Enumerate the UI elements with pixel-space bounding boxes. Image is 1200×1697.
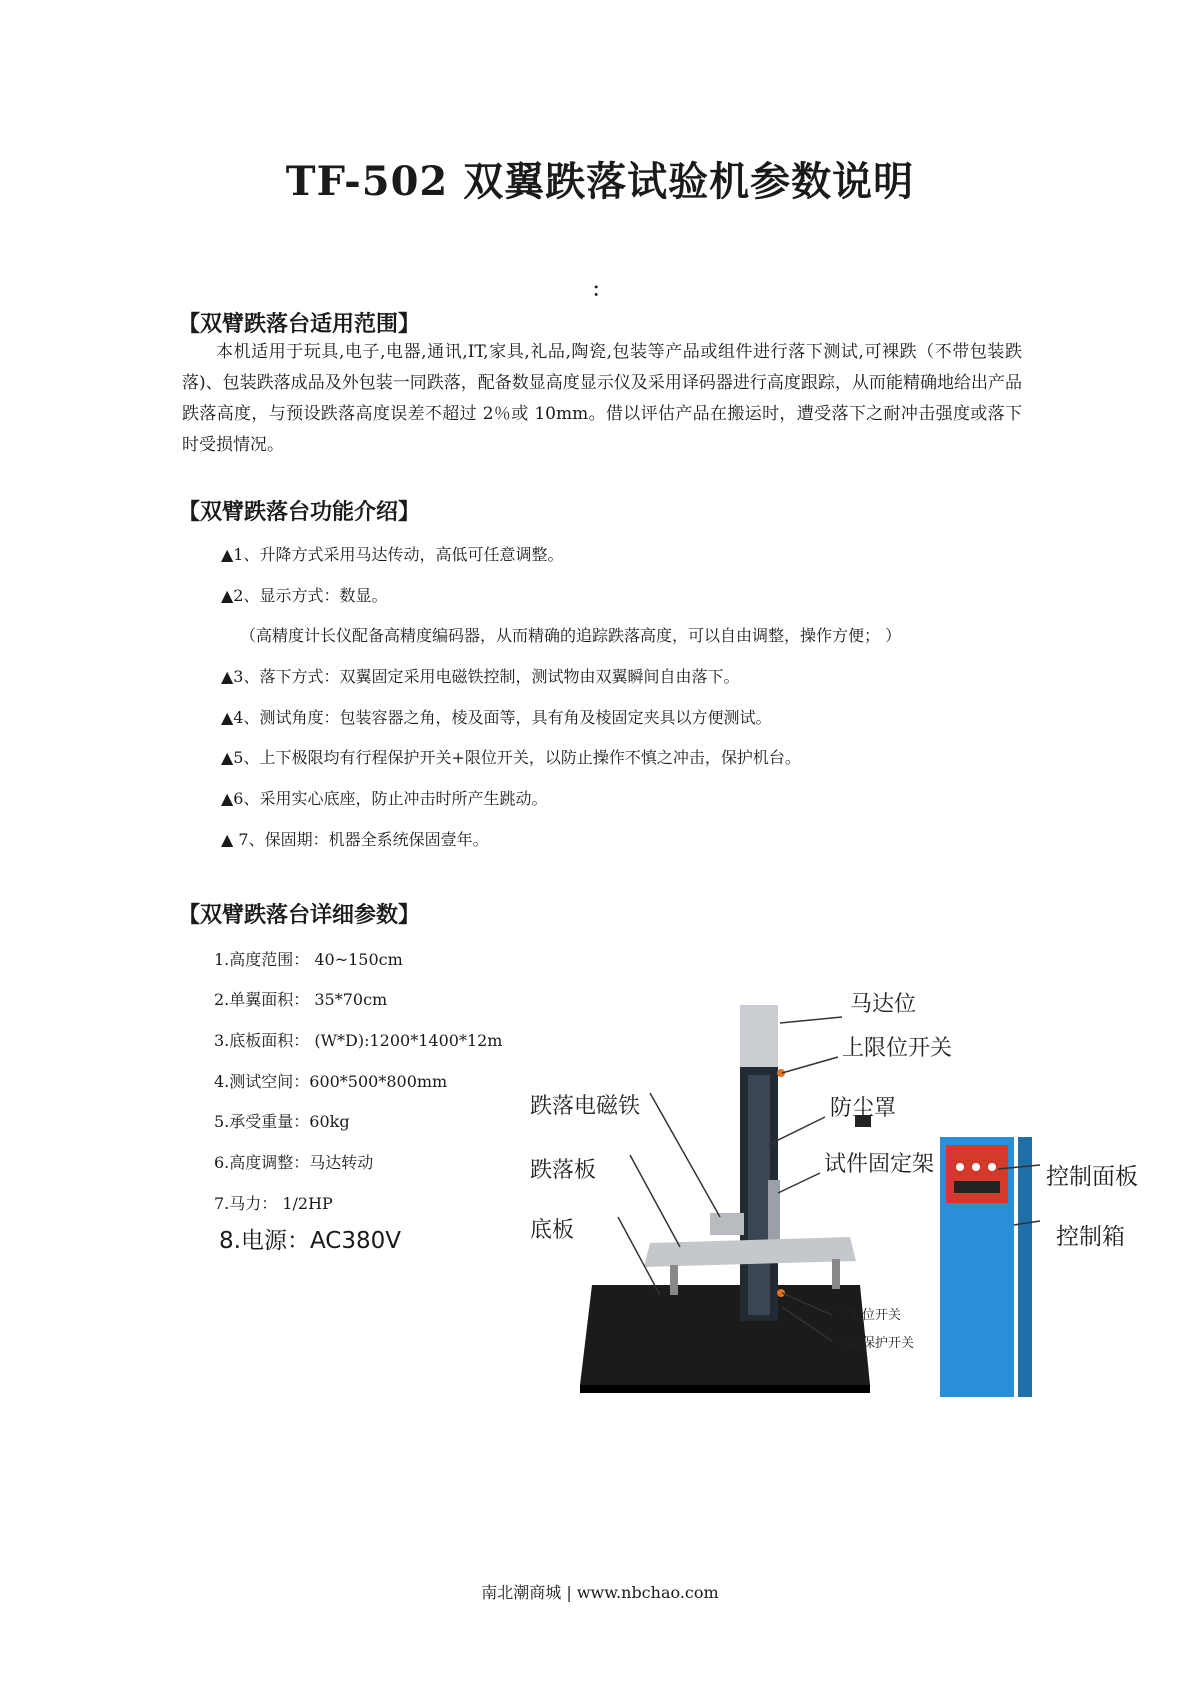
page-footer: 南北潮商城 | www.nbchao.com [481, 1583, 719, 1602]
param-power-supply: 8.电源：AC380V [219, 1228, 401, 1254]
feature-note: （高精度计长仪配备高精度编码器，从而精确的追踪跌落高度，可以自由调整，操作方便； ） [240, 626, 902, 645]
feature-item-4: ▲4、测试角度：包装容器之角，棱及面等，具有角及棱固定夹具以方便测试。 [221, 708, 772, 727]
drop-magnet [710, 1213, 744, 1235]
wing-support-left [670, 1265, 678, 1295]
feature-item-5: ▲5、上下极限均有行程保护开关+限位开关，以防止操作不慎之冲击，保护机台。 [221, 748, 801, 767]
label-motor: 马达位 [850, 992, 917, 1017]
label-base: 底板 [530, 1218, 575, 1243]
drop-wing [644, 1237, 856, 1267]
fixture-bar [768, 1180, 780, 1240]
param-height-adjust: 6.高度调整：马达转动 [214, 1153, 374, 1172]
base-plate [580, 1285, 870, 1385]
panel-display [954, 1181, 1000, 1193]
feature-item-2: ▲2、显示方式：数显。 [221, 586, 388, 605]
label-lower-protect: 下限保护开关 [836, 1336, 915, 1351]
motor-housing [740, 1005, 778, 1067]
feature-item-6: ▲6、采用实心底座，防止冲击时所产生跳动。 [221, 789, 548, 808]
label-drop-plate: 跌落板 [530, 1158, 597, 1183]
param-height-range: 1.高度范围： 40~150cm [214, 950, 403, 969]
panel-button [972, 1163, 980, 1171]
features-heading: 【双臂跌落台功能介绍】 [178, 499, 421, 525]
label-lower-limit: 下限位开关 [836, 1308, 902, 1323]
label-control-box: 控制箱 [1056, 1224, 1125, 1250]
stray-colon: ： [592, 280, 610, 301]
page-title: TF-502 双翼跌落试验机参数说明 [285, 158, 915, 205]
param-wing-area: 2.单翼面积： 35*70cm [214, 990, 388, 1009]
panel-button [956, 1163, 964, 1171]
label-upper-limit: 上限位开关 [842, 1036, 953, 1061]
param-test-space: 4.测试空间：600*500*800mm [214, 1072, 448, 1091]
machine-photo [520, 985, 1050, 1415]
params-heading: 【双臂跌落台详细参数】 [178, 902, 421, 928]
param-load-weight: 5.承受重量：60kg [214, 1112, 350, 1131]
base-edge [580, 1385, 870, 1393]
control-panel [946, 1145, 1008, 1203]
label-fixture: 试件固定架 [824, 1152, 935, 1177]
param-horsepower: 7.马力： 1/2HP [214, 1194, 333, 1213]
dust-cover [748, 1075, 770, 1315]
feature-item-3: ▲3、落下方式：双翼固定采用电磁铁控制，测试物由双翼瞬间自由落下。 [221, 667, 740, 686]
param-base-area: 3.底板面积： (W*D):1200*1400*12m [214, 1031, 503, 1050]
feature-item-1: ▲1、升降方式采用马达传动，高低可任意调整。 [221, 545, 564, 564]
feature-item-7: ▲ 7、保固期：机器全系统保固壹年。 [221, 830, 489, 849]
label-magnet: 跌落电磁铁 [530, 1094, 641, 1119]
control-box-side [1018, 1137, 1032, 1397]
panel-button [988, 1163, 996, 1171]
label-control-panel: 控制面板 [1046, 1164, 1138, 1190]
scope-heading: 【双臂跌落台适用范围】 [178, 311, 421, 337]
wing-support-right [832, 1259, 840, 1289]
label-dust-cover: 防尘罩 [830, 1096, 897, 1121]
scope-paragraph: 本机适用于玩具,电子,电器,通讯,IT,家具,礼品,陶瓷,包装等产品或组件进行落下测试,可裸跌（不带包装跌落)、包装跌落成品及外包装一同跌落，配备数显高度显示仪及采用译码器进行高度跟踪，从而能精确地给出产品跌落高度，与预设跌落高度误差不超过 2％或 10mm。借以评估产品在搬运时，遭受落下之耐冲击强度或落下时受损情况。 [182, 342, 1022, 455]
